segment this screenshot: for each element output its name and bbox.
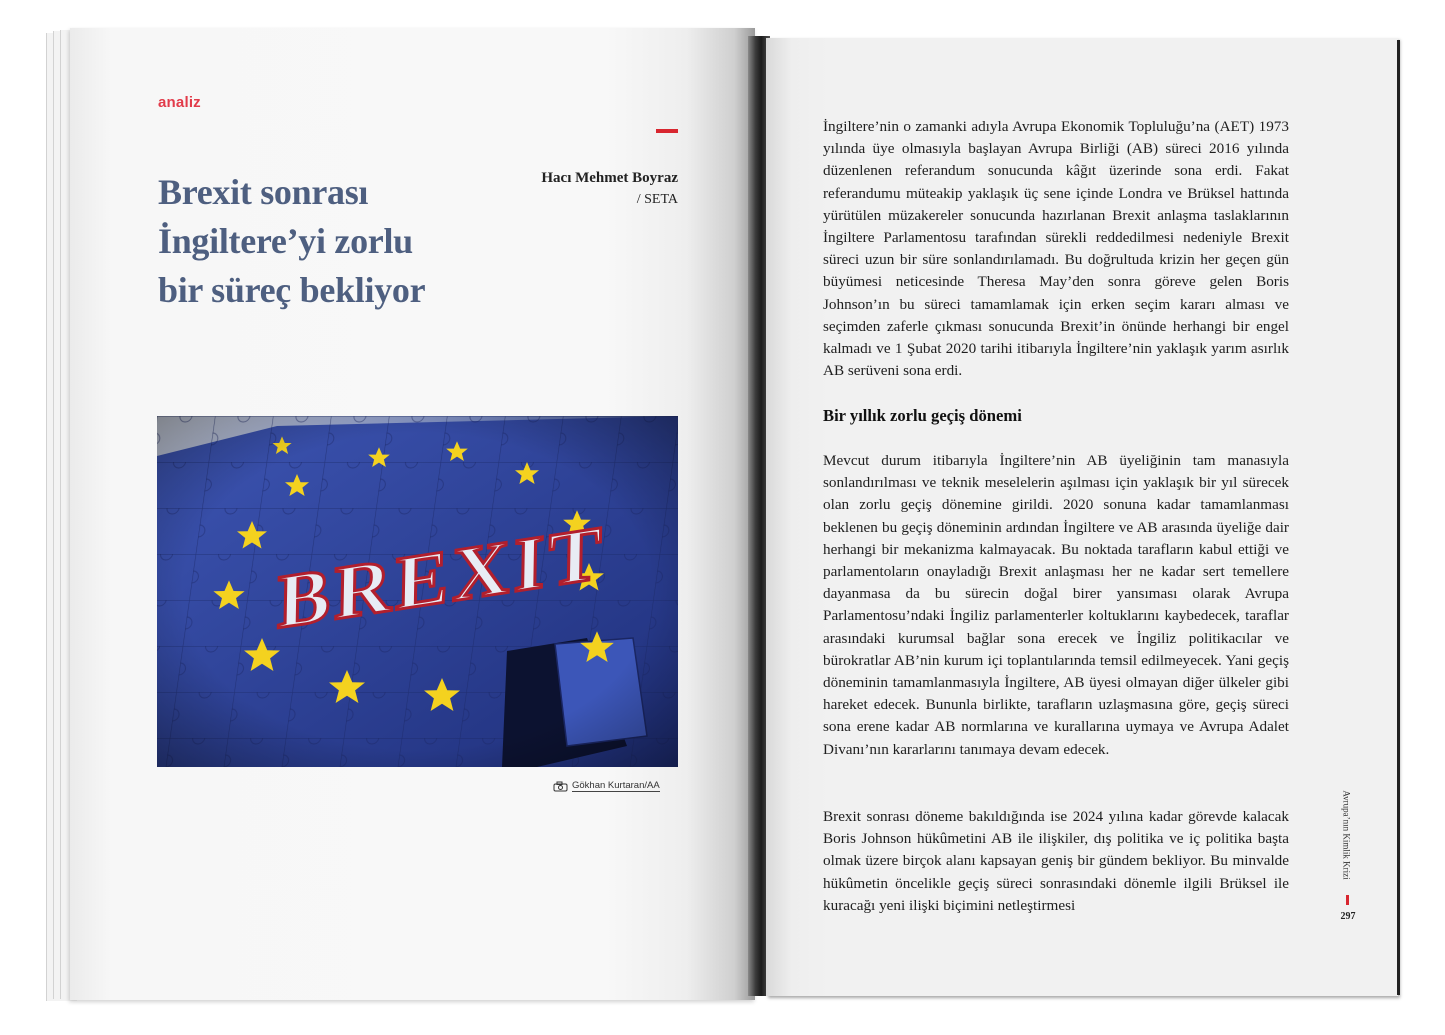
page-number: 297 [1340, 911, 1356, 922]
article-photo [157, 416, 678, 767]
camera-icon [553, 781, 569, 792]
photo-credit [553, 780, 683, 792]
running-head-text: Avrupa’nın Kimlik Krizi [1342, 790, 1353, 880]
red-accent-dash [1346, 895, 1349, 905]
headline-line: Brexit sonrası [158, 172, 369, 212]
right-page-edge [1397, 40, 1400, 995]
body-paragraph: İngiltere’nin o zamanki adıyla Avrupa Ekonomik Topluluğu’na (AET) 1973 yılında üye olmasıyla başlayan Avrupa Birliği (AB) süreci 2016 yılında düzenlenen referandum sonucunda kâğıt üzerinde sona erdi. Fakat referandumu müteakip yaklaşık üç sene içinde Londra ve Brüksel hattında yürütülen müzakereler sonucunda hazırlanan Brexit anlaşma taslaklarının İngiltere Parlamentosu tarafından sürekli reddedilmesi nedeniyle Brexit süreci uzun bir süre sonlandırılamadı. Bu doğrultuda krizin her geçen gün büyümesi neticesinde Theresa May’den sonra göreve gelen Boris Johnson’ın bu süreci tamamlamak için erken seçim kararı alması ve seçimden zaferle çıkması sonucunda Brexit’in önünde herhangi bir engel kalmadı ve 1 Şubat 2020 tarihi itibarıyla İngiltere’nin yaklaşık yarım asırlık AB serüveni sona erdi. [823, 118, 1289, 380]
running-head [1331, 790, 1363, 880]
body-paragraph: Mevcut durum itibarıyla İngiltere’nin AB üyeliğinin tam manasıyla sonlandırılması ve teknik meselelerin aşılması için yaklaşık bir yıl sürecek olan zorlu geçiş dönemine girildi. 2020 sonuna kadar tamamlanması beklenen bu geçiş döneminin ardından İngiltere ve AB arasında üyeliğe dair herhangi bir mekanizma kalmayacak. Bu noktada tarafların kabul ettiği ve parlamentoların onayladığı Brexit anlaşması her ne kadar sert temellere dayanmasa da bu sürecin doğal birer yansıması olarak Avrupa Parlamentosu’ndaki İngiliz parlamenterler koltuklarını kaybedecek, taraflar arasındaki kurumsal bağlar sona erecek ve İngiliz politikacılar ve bürokratlar AB’nin kurum içi toplantılarında temsil edilmeyecek. Yani geçiş döneminin tamamlanmasıyla İngiltere, AB üyesi olmayan diğer ülkeler gibi hareket edecek. Bununla birlikte, tarafların uzlaşmasına göre, geçiş süreci sona erene kadar AB normlarına ve kurallarına uymaya ve Avrupa Adalet Divanı’nın kararlarını tanımaya devam edecek. [823, 452, 1289, 758]
body-paragraph: Brexit sonrası döneme bakıldığında ise 2024 yılına kadar görevde kalacak Boris Johnson hükûmetini AB ile ilişkiler, dış politika ve iç politika başta olmak üzere birçok alanı kapsayan geniş bir gündem bekliyor. Bu minvalde hükûmetin öncelikle geçiş süreci sonrasındaki dönemle ilgili Brüksel ile kuracağı yeni ilişki biçimini netleştirmesi [823, 808, 1289, 914]
byline [541, 168, 678, 210]
section-label: analiz [158, 94, 201, 111]
headline-line: İngiltere’yi zorlu [158, 221, 413, 261]
photo-credit-text: Gökhan Kurtaran/AA [572, 780, 660, 791]
article-headline [158, 168, 518, 315]
red-accent-dash [656, 129, 678, 133]
section-subheading: Bir yıllık zorlu geçiş dönemi [823, 406, 1022, 425]
headline-line: bir süreç bekliyor [158, 270, 426, 310]
author-organization: / SETA [636, 192, 678, 207]
author-name: Hacı Mehmet Boyraz [541, 170, 678, 186]
